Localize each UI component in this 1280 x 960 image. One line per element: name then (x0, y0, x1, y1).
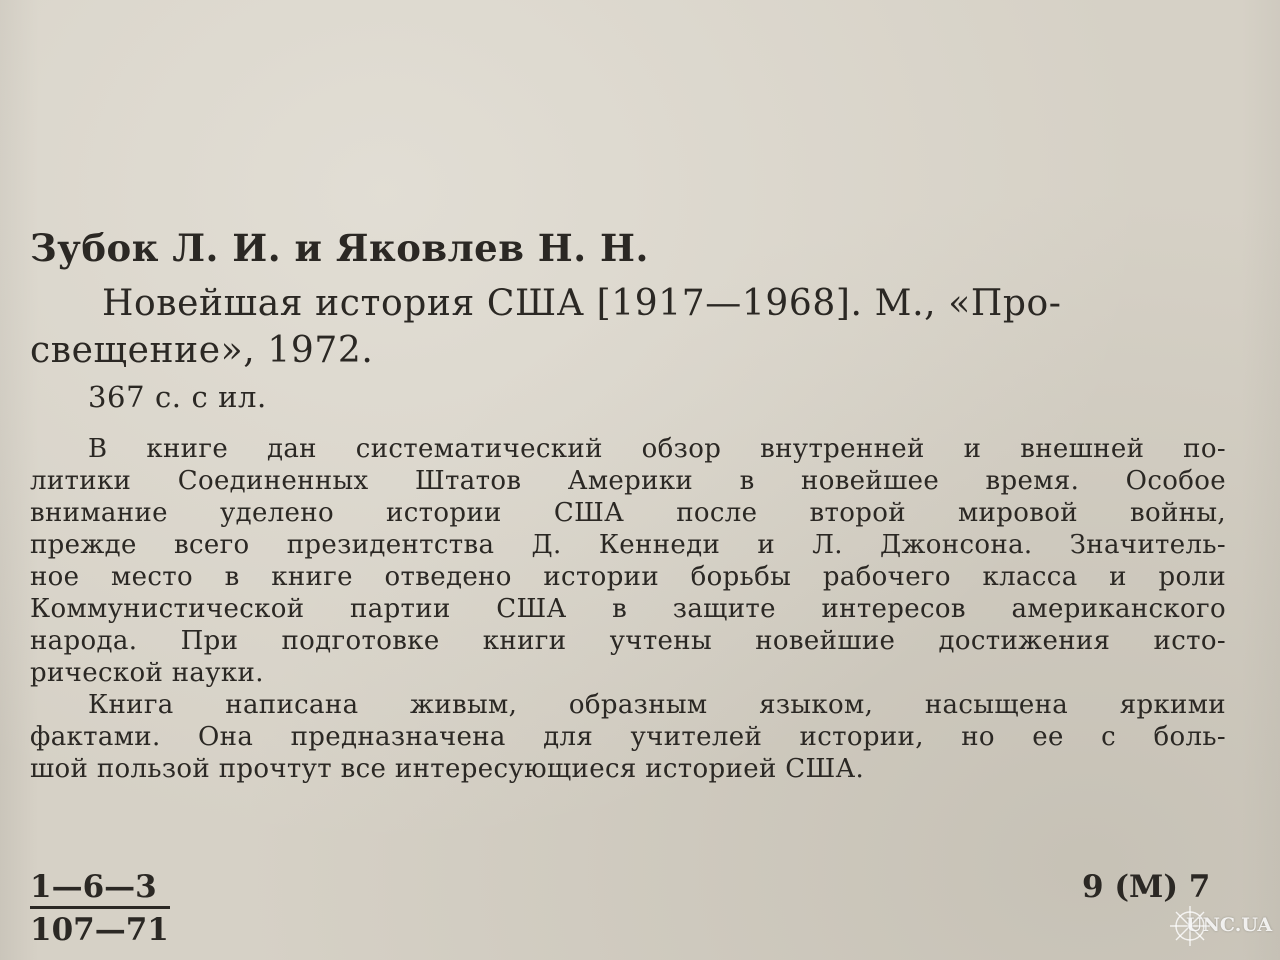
classification-numerator: 1—6—3 (30, 869, 157, 905)
abstract-line: Коммунистической партии США в защите интересов американского (30, 594, 1226, 624)
abstract-line: Книга написана живым, образным языком, насыщена яркими (88, 690, 1226, 720)
watermark-text: UNC.UA (1186, 914, 1273, 936)
classification-denominator: 107—71 (30, 912, 169, 948)
index-code: 9 (М) 7 (1082, 869, 1211, 905)
fraction-bar (30, 906, 170, 909)
abstract-line: внимание уделено истории США после второй мировой войны, (30, 498, 1226, 528)
authors-heading: Зубок Л. И. и Яковлев Н. Н. (30, 226, 649, 270)
title-line-1: Новейшая история США [1917—1968]. М., «Про- (102, 283, 1062, 324)
abstract-line: В книге дан систематический обзор внутренней и внешней по- (88, 434, 1226, 464)
site-watermark (1168, 900, 1278, 954)
abstract-line: народа. При подготовке книги учтены новейшие достижения исто- (30, 626, 1226, 656)
classification-fraction (30, 869, 170, 948)
title-line-2: свещение», 1972. (30, 330, 374, 371)
abstract-line: рической науки. (30, 658, 264, 688)
abstract-line: фактами. Она предназначена для учителей истории, но ее с боль- (30, 722, 1226, 752)
abstract-line: литики Соединенных Штатов Америки в новейшее время. Особое (30, 466, 1226, 496)
page-count: 367 с. с ил. (88, 380, 267, 414)
abstract-line: прежде всего президентства Д. Кеннеди и Л. Джонсона. Значитель- (30, 530, 1226, 560)
abstract-line: ное место в книге отведено истории борьбы рабочего класса и роли (30, 562, 1226, 592)
abstract-line: шой пользой прочтут все интересующиеся историей США. (30, 754, 865, 784)
